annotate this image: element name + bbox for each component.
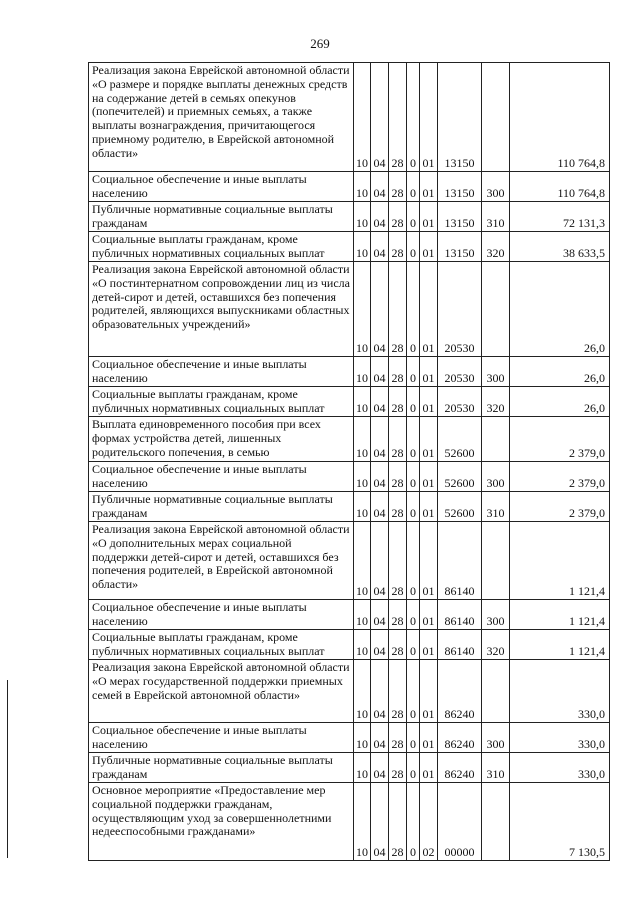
program-code: 28 [389, 783, 407, 861]
subsection-code: 04 [371, 202, 389, 232]
margin-rule [7, 680, 8, 858]
expense-type-code: 300 [482, 723, 510, 753]
subprogram-code: 0 [407, 783, 420, 861]
program-code: 28 [389, 357, 407, 387]
direction-code: 86240 [438, 753, 482, 783]
section-code: 10 [354, 387, 371, 417]
table-row [89, 600, 610, 630]
table-row [89, 660, 610, 723]
direction-code: 20530 [438, 262, 482, 357]
table-row [89, 723, 610, 753]
subsection-code: 04 [371, 783, 389, 861]
table-row [89, 753, 610, 783]
row-name: Реализация закона Еврейской автономной области «О размере и порядке выплаты денежных средств на содержание детей в семьях опекунов (попечителей) и приемных семьях, а также выплаты вознаграждения, причитающегося приемному родителю, в Еврейской автономной области» [89, 63, 354, 172]
section-code: 10 [354, 522, 371, 600]
row-amount: 330,0 [510, 660, 610, 723]
row-amount: 38 633,5 [510, 232, 610, 262]
budget-table [88, 62, 610, 861]
program-code: 28 [389, 387, 407, 417]
section-code: 10 [354, 232, 371, 262]
section-code: 10 [354, 600, 371, 630]
row-name: Социальные выплаты гражданам, кроме публичных нормативных социальных выплат [89, 387, 354, 417]
subsection-code: 04 [371, 357, 389, 387]
subprogram-code: 0 [407, 492, 420, 522]
row-amount: 72 131,3 [510, 202, 610, 232]
row-amount: 110 764,8 [510, 63, 610, 172]
direction-code: 13150 [438, 202, 482, 232]
row-name: Социальное обеспечение и иные выплаты населению [89, 600, 354, 630]
activity-code: 01 [420, 660, 438, 723]
row-amount: 7 130,5 [510, 783, 610, 861]
subsection-code: 04 [371, 417, 389, 462]
program-code: 28 [389, 753, 407, 783]
row-name: Основное мероприятие «Предоставление мер социальной поддержки гражданам, осуществляющим уход за совершеннолетними недееспособными гражданами» [89, 783, 354, 861]
expense-type-code [482, 522, 510, 600]
subsection-code: 04 [371, 723, 389, 753]
direction-code: 86240 [438, 723, 482, 753]
direction-code: 86240 [438, 660, 482, 723]
table-row [89, 63, 610, 172]
subprogram-code: 0 [407, 232, 420, 262]
direction-code: 86140 [438, 522, 482, 600]
program-code: 28 [389, 600, 407, 630]
row-name: Социальное обеспечение и иные выплаты населению [89, 723, 354, 753]
activity-code: 01 [420, 417, 438, 462]
program-code: 28 [389, 232, 407, 262]
program-code: 28 [389, 202, 407, 232]
direction-code: 86140 [438, 600, 482, 630]
subsection-code: 04 [371, 753, 389, 783]
expense-type-code: 300 [482, 462, 510, 492]
activity-code: 01 [420, 202, 438, 232]
row-amount: 1 121,4 [510, 522, 610, 600]
section-code: 10 [354, 262, 371, 357]
section-code: 10 [354, 753, 371, 783]
row-amount: 110 764,8 [510, 172, 610, 202]
section-code: 10 [354, 63, 371, 172]
program-code: 28 [389, 417, 407, 462]
activity-code: 01 [420, 387, 438, 417]
expense-type-code: 300 [482, 172, 510, 202]
direction-code: 00000 [438, 783, 482, 861]
subsection-code: 04 [371, 462, 389, 492]
direction-code: 20530 [438, 387, 482, 417]
row-amount: 2 379,0 [510, 462, 610, 492]
subsection-code: 04 [371, 262, 389, 357]
row-name: Социальное обеспечение и иные выплаты населению [89, 357, 354, 387]
expense-type-code: 310 [482, 202, 510, 232]
row-name: Публичные нормативные социальные выплаты гражданам [89, 753, 354, 783]
subprogram-code: 0 [407, 522, 420, 600]
subprogram-code: 0 [407, 753, 420, 783]
row-name: Социальные выплаты гражданам, кроме публичных нормативных социальных выплат [89, 630, 354, 660]
row-name: Публичные нормативные социальные выплаты гражданам [89, 202, 354, 232]
table-body [89, 63, 610, 861]
expense-type-code [482, 660, 510, 723]
expense-type-code [482, 783, 510, 861]
section-code: 10 [354, 462, 371, 492]
table-row [89, 357, 610, 387]
subprogram-code: 0 [407, 202, 420, 232]
table-row [89, 262, 610, 357]
expense-type-code: 310 [482, 492, 510, 522]
subsection-code: 04 [371, 232, 389, 262]
activity-code: 01 [420, 262, 438, 357]
expense-type-code: 310 [482, 753, 510, 783]
subsection-code: 04 [371, 63, 389, 172]
section-code: 10 [354, 172, 371, 202]
row-name: Реализация закона Еврейской автономной области «О мерах государственной поддержки приемных семей в Еврейской автономной области» [89, 660, 354, 723]
row-name: Социальное обеспечение и иные выплаты населению [89, 462, 354, 492]
row-amount: 330,0 [510, 753, 610, 783]
row-amount: 1 121,4 [510, 600, 610, 630]
section-code: 10 [354, 417, 371, 462]
table-row [89, 387, 610, 417]
section-code: 10 [354, 357, 371, 387]
program-code: 28 [389, 63, 407, 172]
subprogram-code: 0 [407, 417, 420, 462]
row-amount: 26,0 [510, 387, 610, 417]
program-code: 28 [389, 660, 407, 723]
expense-type-code: 320 [482, 387, 510, 417]
activity-code: 01 [420, 753, 438, 783]
subprogram-code: 0 [407, 660, 420, 723]
table-row [89, 462, 610, 492]
row-amount: 330,0 [510, 723, 610, 753]
activity-code: 01 [420, 63, 438, 172]
section-code: 10 [354, 783, 371, 861]
row-name: Выплата единовременного пособия при всех формах устройства детей, лишенных родительского попечения, в семью [89, 417, 354, 462]
subsection-code: 04 [371, 660, 389, 723]
section-code: 10 [354, 492, 371, 522]
row-name: Публичные нормативные социальные выплаты гражданам [89, 492, 354, 522]
table-row [89, 630, 610, 660]
table-row [89, 202, 610, 232]
program-code: 28 [389, 172, 407, 202]
table-row [89, 522, 610, 600]
subprogram-code: 0 [407, 723, 420, 753]
subprogram-code: 0 [407, 63, 420, 172]
program-code: 28 [389, 522, 407, 600]
row-amount: 26,0 [510, 357, 610, 387]
program-code: 28 [389, 462, 407, 492]
section-code: 10 [354, 723, 371, 753]
program-code: 28 [389, 262, 407, 357]
expense-type-code [482, 262, 510, 357]
activity-code: 01 [420, 492, 438, 522]
row-name: Реализация закона Еврейской автономной области «О дополнительных мерах социальной поддержки детей-сирот и детей, оставшихся без попечения родителей, в Еврейской автономной области» [89, 522, 354, 600]
subprogram-code: 0 [407, 172, 420, 202]
subsection-code: 04 [371, 387, 389, 417]
activity-code: 01 [420, 630, 438, 660]
subprogram-code: 0 [407, 357, 420, 387]
row-amount: 2 379,0 [510, 492, 610, 522]
subprogram-code: 0 [407, 387, 420, 417]
row-name: Реализация закона Еврейской автономной области «О постинтернатном сопровождении лиц из числа детей-сирот и детей, оставшихся без попечения родителей, являющихся выпускниками областных образовательных учреждений» [89, 262, 354, 357]
activity-code: 01 [420, 462, 438, 492]
table-row [89, 172, 610, 202]
direction-code: 20530 [438, 357, 482, 387]
page-number: 269 [310, 36, 330, 51]
subprogram-code: 0 [407, 262, 420, 357]
direction-code: 52600 [438, 417, 482, 462]
row-name: Социальное обеспечение и иные выплаты населению [89, 172, 354, 202]
expense-type-code: 300 [482, 357, 510, 387]
activity-code: 01 [420, 357, 438, 387]
row-amount: 2 379,0 [510, 417, 610, 462]
activity-code: 01 [420, 172, 438, 202]
expense-type-code [482, 417, 510, 462]
subprogram-code: 0 [407, 600, 420, 630]
section-code: 10 [354, 202, 371, 232]
direction-code: 13150 [438, 172, 482, 202]
subsection-code: 04 [371, 630, 389, 660]
subsection-code: 04 [371, 172, 389, 202]
direction-code: 52600 [438, 492, 482, 522]
section-code: 10 [354, 630, 371, 660]
activity-code: 01 [420, 723, 438, 753]
subprogram-code: 0 [407, 462, 420, 492]
section-code: 10 [354, 660, 371, 723]
expense-type-code: 320 [482, 630, 510, 660]
table-row [89, 232, 610, 262]
activity-code: 01 [420, 232, 438, 262]
activity-code: 01 [420, 600, 438, 630]
row-name: Социальные выплаты гражданам, кроме публичных нормативных социальных выплат [89, 232, 354, 262]
program-code: 28 [389, 492, 407, 522]
subprogram-code: 0 [407, 630, 420, 660]
expense-type-code: 300 [482, 600, 510, 630]
row-amount: 26,0 [510, 262, 610, 357]
row-amount: 1 121,4 [510, 630, 610, 660]
direction-code: 13150 [438, 63, 482, 172]
expense-type-code: 320 [482, 232, 510, 262]
direction-code: 52600 [438, 462, 482, 492]
direction-code: 13150 [438, 232, 482, 262]
table-row [89, 783, 610, 861]
expense-type-code [482, 63, 510, 172]
program-code: 28 [389, 630, 407, 660]
subsection-code: 04 [371, 600, 389, 630]
table-row [89, 417, 610, 462]
activity-code: 02 [420, 783, 438, 861]
table-row [89, 492, 610, 522]
subsection-code: 04 [371, 492, 389, 522]
direction-code: 86140 [438, 630, 482, 660]
activity-code: 01 [420, 522, 438, 600]
subsection-code: 04 [371, 522, 389, 600]
program-code: 28 [389, 723, 407, 753]
